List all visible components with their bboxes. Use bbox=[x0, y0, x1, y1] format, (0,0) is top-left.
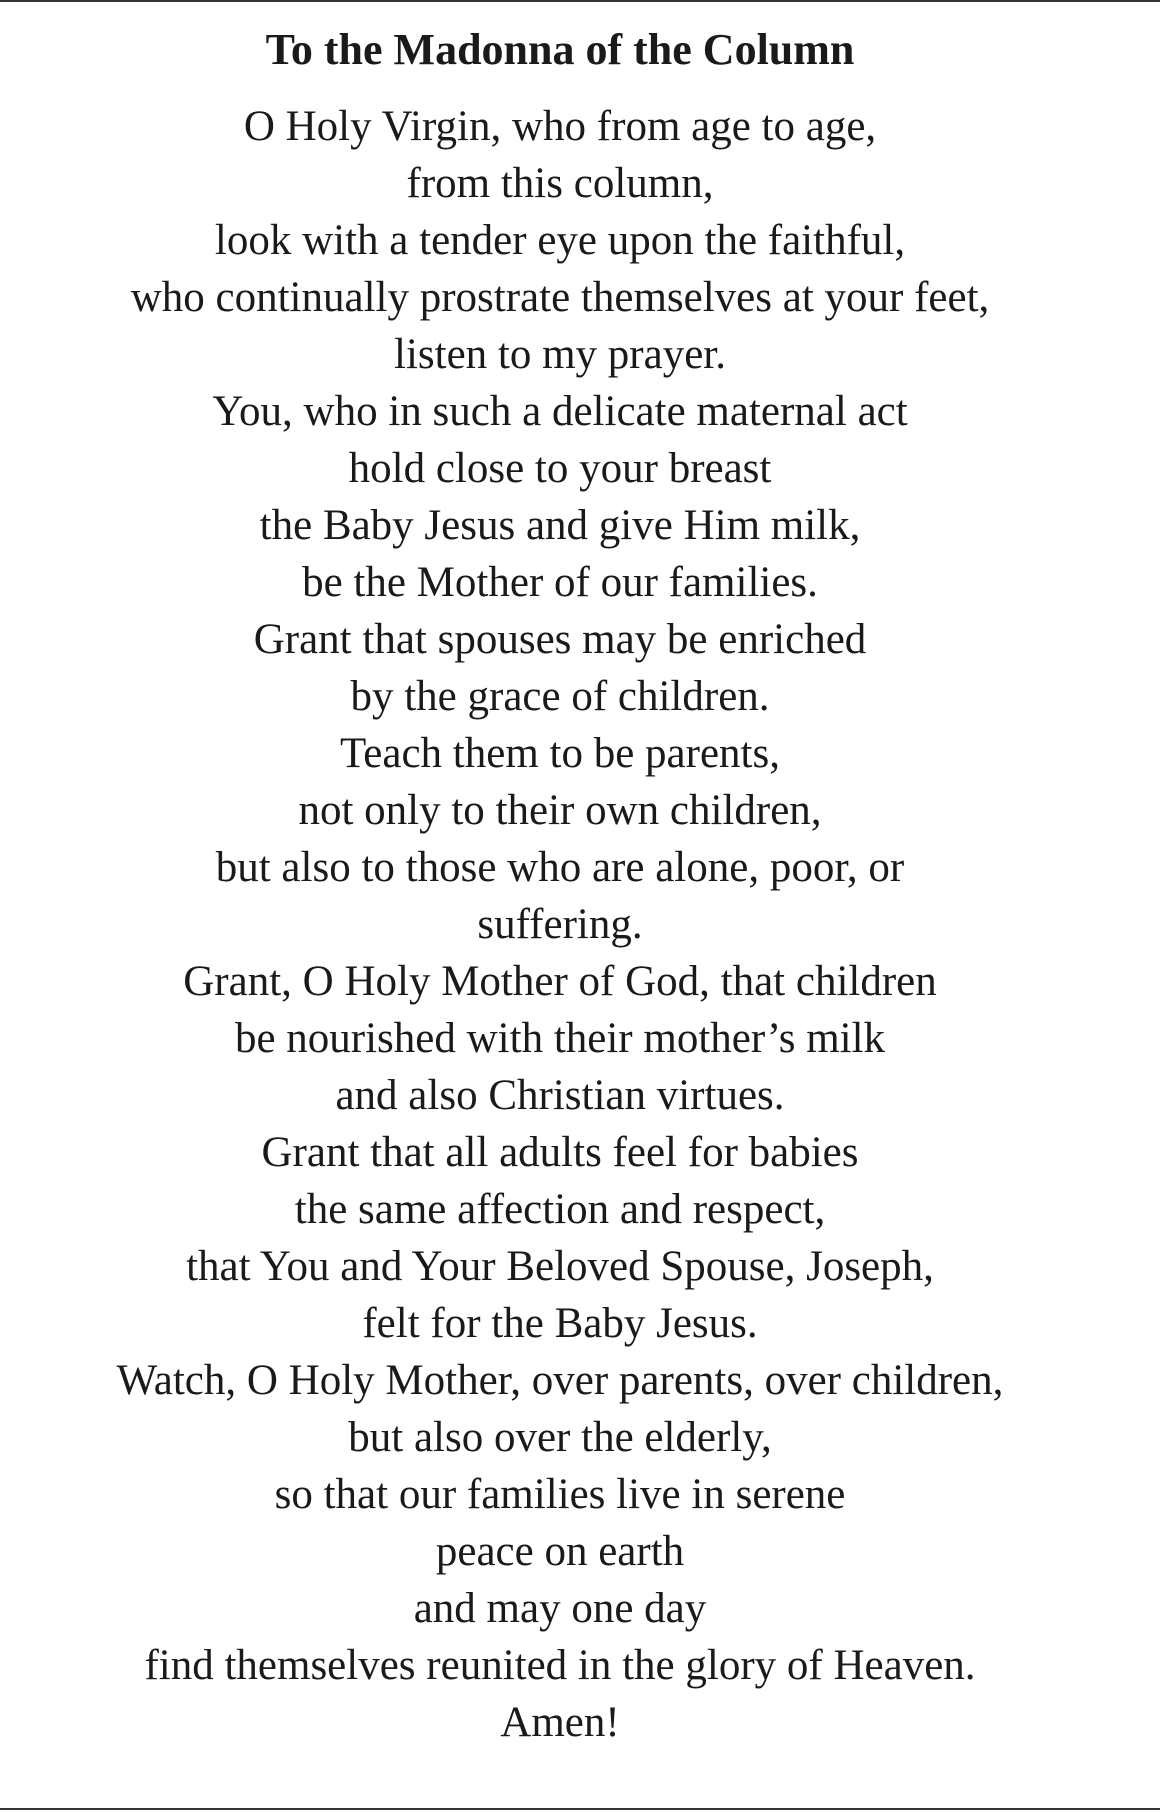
prayer-line: from this column, bbox=[406, 160, 714, 207]
prayer-line: but also to those who are alone, poor, or bbox=[215, 844, 905, 891]
prayer-line: Grant, O Holy Mother of God, that children bbox=[183, 958, 937, 1005]
prayer-line: who continually prostrate themselves at your feet, bbox=[130, 274, 990, 321]
prayer-line: that You and Your Beloved Spouse, Joseph, bbox=[186, 1243, 934, 1290]
prayer-text bbox=[0, 98, 1120, 1751]
bottom-divider bbox=[0, 1808, 1160, 1810]
prayer-line: and may one day bbox=[413, 1585, 707, 1632]
prayer-line: but also over the elderly, bbox=[348, 1414, 772, 1461]
prayer-line: O Holy Virgin, who from age to age, bbox=[243, 103, 877, 150]
prayer-title: To the Madonna of the Column bbox=[265, 25, 855, 74]
prayer-line: be the Mother of our families. bbox=[302, 559, 818, 606]
prayer-line: by the grace of children. bbox=[350, 673, 770, 720]
prayer-line: Grant that all adults feel for babies bbox=[261, 1129, 859, 1176]
prayer-line: not only to their own children, bbox=[298, 787, 822, 834]
prayer-line: peace on earth bbox=[435, 1528, 685, 1575]
prayer-line: so that our families live in serene bbox=[274, 1471, 846, 1518]
prayer-line: felt for the Baby Jesus. bbox=[362, 1300, 758, 1347]
prayer-line: look with a tender eye upon the faithful, bbox=[214, 217, 906, 264]
prayer-line: the same affection and respect, bbox=[294, 1186, 826, 1233]
prayer-line: find themselves reunited in the glory of Heaven. bbox=[144, 1642, 976, 1689]
prayer-line: Teach them to be parents, bbox=[340, 730, 780, 777]
prayer-line-amen: Amen! bbox=[500, 1699, 620, 1746]
prayer-line: and also Christian virtues. bbox=[335, 1072, 785, 1119]
prayer-line: Watch, O Holy Mother, over parents, over children, bbox=[116, 1357, 1004, 1404]
prayer-line: Grant that spouses may be enriched bbox=[253, 616, 867, 663]
prayer-line: be nourished with their mother’s milk bbox=[234, 1015, 886, 1062]
prayer-line: listen to my prayer. bbox=[394, 331, 726, 378]
prayer-line: hold close to your breast bbox=[348, 445, 772, 492]
prayer-line: You, who in such a delicate maternal act bbox=[212, 388, 908, 435]
prayer-line: suffering. bbox=[477, 901, 643, 948]
prayer-line: the Baby Jesus and give Him milk, bbox=[259, 502, 861, 549]
top-divider bbox=[0, 0, 1160, 2]
